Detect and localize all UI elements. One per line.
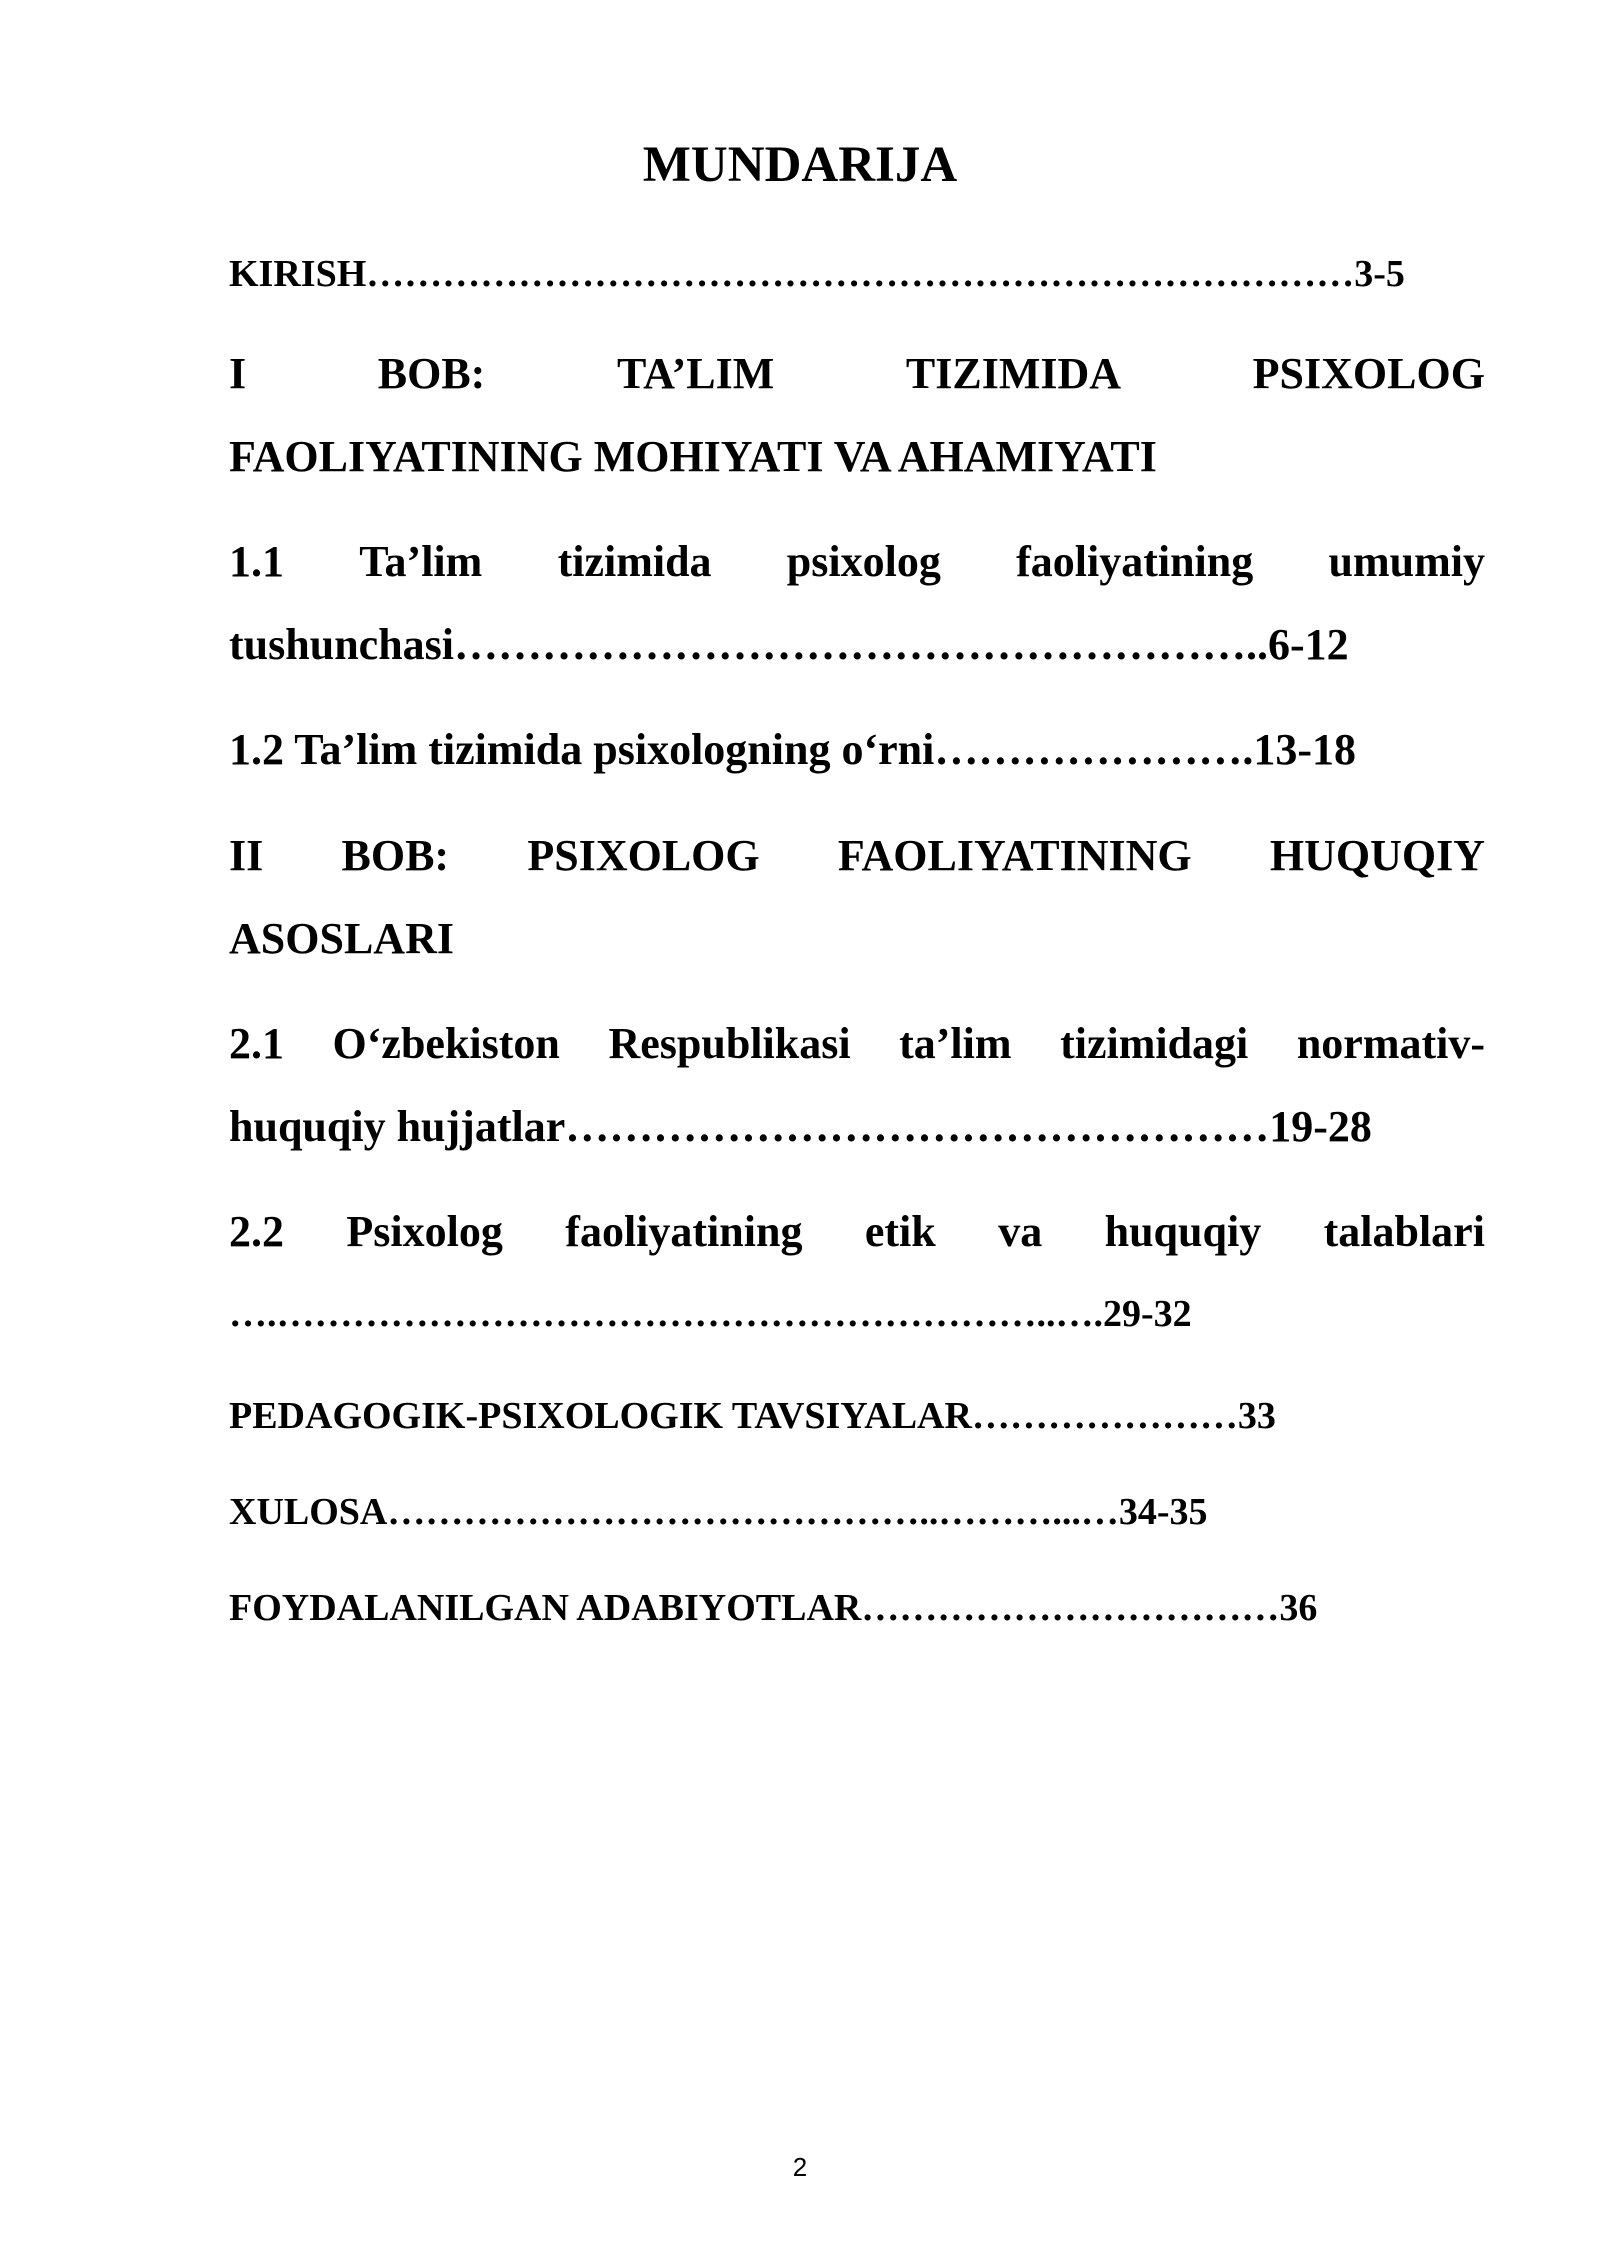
toc-word: normativ- (1296, 1019, 1485, 1068)
page-title: MUNDARIJA (642, 137, 958, 193)
toc-entry-bob2[interactable] (229, 814, 1485, 980)
toc-entry-text: tushunchasi………………………………………………..6-12 (229, 620, 1349, 669)
toc-entry-2-1[interactable] (229, 1002, 1485, 1168)
toc-word: II (229, 831, 264, 880)
toc-word: TA’LIM (616, 349, 775, 398)
toc-word: 2.2 (229, 1207, 284, 1256)
page-number: 2 (792, 2152, 808, 2182)
toc-entry-text: KIRISH……………………………………………………………………3-5 (229, 253, 1405, 295)
toc-word: BOB: (341, 831, 450, 880)
toc-word: psixolog (786, 537, 941, 586)
toc-entry-xulosa[interactable] (229, 1482, 1485, 1542)
toc-word: HUQUQIY (1269, 831, 1485, 880)
toc-entry-bob1[interactable] (229, 332, 1485, 498)
toc-word: Respublikasi (608, 1019, 851, 1068)
toc-entry-line-1 (229, 1002, 1485, 1085)
toc-entry-text: 1.2 Ta’lim tizimida psixologning o‘rni………………….13-18 (229, 725, 1356, 774)
toc-entry-2-2[interactable] (229, 1190, 1485, 1356)
toc-entry-line-2 (229, 603, 1485, 686)
toc-entry-text: FOYDALANILGAN ADABIYOTLAR……………………………36 (229, 1587, 1318, 1629)
toc-word: faoliyatining (1016, 537, 1254, 586)
toc-word: Ta’lim (359, 537, 483, 586)
toc-word: ta’lim (899, 1019, 1012, 1068)
toc-entry-kirish[interactable] (229, 244, 1485, 304)
toc-word: umumiy (1328, 537, 1485, 586)
toc-entry-line-1 (229, 332, 1485, 415)
toc-word: O‘zbekiston (332, 1019, 560, 1068)
toc-word: BOB: (377, 349, 486, 398)
toc-entry-line-2 (229, 1085, 1485, 1168)
toc-entry-text: huquqiy hujjatlar…………………………………………19-28 (229, 1102, 1372, 1151)
toc-word: etik (864, 1207, 936, 1256)
toc-entry-1-2[interactable] (229, 708, 1485, 791)
toc-word: 2.1 (229, 1019, 284, 1068)
toc-entry-line-1 (229, 814, 1485, 897)
toc-entry-pedagogik[interactable] (229, 1386, 1485, 1446)
toc-entry-line-2: FAOLIYATINING MOHIYATI VA AHAMIYATI (229, 432, 1157, 481)
toc-entry-adabiyotlar[interactable] (229, 1578, 1485, 1638)
toc-word: TIZIMIDA (905, 349, 1122, 398)
toc-entry-text: PEDAGOGIK-PSIXOLOGIK TAVSIYALAR…………………33 (229, 1395, 1276, 1437)
toc-word: talablari (1323, 1207, 1485, 1256)
toc-word: va (998, 1207, 1043, 1256)
toc-entry-line-2: ASOSLARI (229, 914, 454, 963)
toc-entry-text: XULOSA……………………………………..………...…34-35 (229, 1491, 1208, 1533)
toc-entry-text: ….……………………………………………………..….29-32 (229, 1293, 1192, 1335)
toc-word: PSIXOLOG (527, 831, 760, 880)
toc-word: 1.1 (229, 537, 284, 586)
toc-entry-1-1[interactable] (229, 520, 1485, 686)
toc-entry-line-2 (229, 1273, 1485, 1356)
toc-word: tizimida (557, 537, 712, 586)
toc-entry-line-1 (229, 520, 1485, 603)
toc-word: faoliyatining (565, 1207, 803, 1256)
toc-word: huquqiy (1104, 1207, 1262, 1256)
toc-word: I (229, 349, 247, 398)
toc-entry-line-1 (229, 1190, 1485, 1273)
toc-word: FAOLIYATINING (837, 831, 1192, 880)
toc-word: Psixolog (346, 1207, 503, 1256)
toc-word: tizimidagi (1060, 1019, 1249, 1068)
toc-word: PSIXOLOG (1252, 349, 1485, 398)
